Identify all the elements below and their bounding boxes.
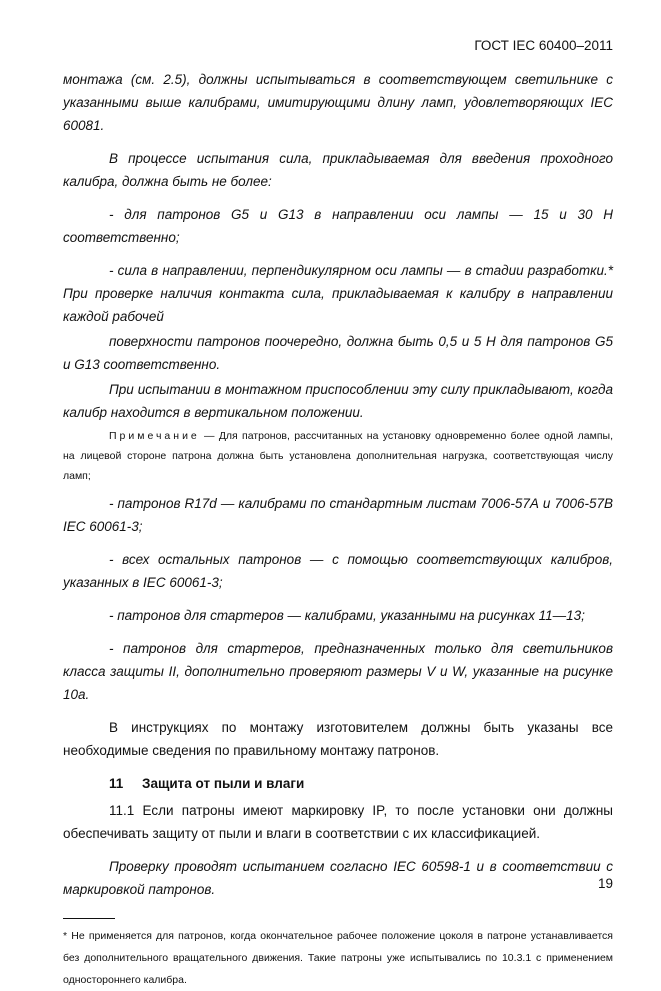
- note-text: — Для патронов, рассчитанных на установку одновременно более одной лампы, на лицевой стороне патрона должна быть установлена дополнительная нагрузка, соответствующая числу ламп;: [63, 430, 613, 482]
- footnote-divider: [63, 918, 115, 919]
- paragraph-10: - патронов для стартеров, предназначенных только для светильников класса защиты II, дополнительно проверяют размеры V и W, указанные на рисунке 10a.: [63, 641, 613, 702]
- page-number: 19: [597, 876, 613, 891]
- note-label: Примечание: [109, 430, 200, 442]
- paragraph-6: При испытании в монтажном приспособлении эту силу прикладывают, когда калибр находится в вертикальном положении.: [63, 382, 613, 420]
- paragraph-12: 11.1 Если патроны имеют маркировку IP, то после установки они должны обеспечивать защиту от пыли и влаги в соответствии с их классификацией.: [63, 803, 613, 841]
- paragraph-13: Проверку проводят испытанием согласно IEC 60598-1 и в соответствии с маркировкой патронов.: [63, 859, 613, 897]
- document-header: ГОСТ IEC 60400–2011: [474, 38, 613, 53]
- paragraph-5: поверхности патронов поочередно, должна быть 0,5 и 5 Н для патронов G5 и G13 соответственно.: [63, 334, 613, 372]
- paragraph-8: - всех остальных патронов — с помощью соответствующих калибров, указанных в IEC 60061-3;: [63, 552, 613, 590]
- footnote: * Не применяется для патронов, когда окончательное рабочее положение цоколя в патроне устанавливается без дополнительного вращательного движения. Такие патроны уже испытывались по 10.3.1 с применением одностороннего калибра.: [63, 930, 613, 986]
- paragraph-3: - для патронов G5 и G13 в направлении оси лампы — 15 и 30 Н соответственно;: [63, 207, 613, 245]
- paragraph-9: - патронов для стартеров — калибрами, указанными на рисунках 11—13;: [109, 608, 585, 623]
- paragraph-2: В процессе испытания сила, прикладываемая для введения проходного калибра, должна быть не более:: [63, 151, 613, 189]
- note-paragraph: [63, 426, 613, 486]
- paragraph-4: - сила в направлении, перпендикулярном оси лампы — в стадии разработки.* При проверке наличия контакта сила, прикладываемая к калибру в направлении каждой рабочей: [63, 263, 613, 324]
- document-body: [63, 68, 613, 991]
- paragraph-7: - патронов R17d — калибрами по стандартным листам 7006-57А и 7006-57В IEC 60061-3;: [63, 496, 613, 534]
- paragraph-1: монтажа (см. 2.5), должны испытываться в соответствующем светильнике с указанными выше калибрами, имитирующими длину ламп, удовлетворяющих IEC 60081.: [63, 72, 613, 133]
- paragraph-11: В инструкциях по монтажу изготовителем должны быть указаны все необходимые сведения по правильному монтажу патронов.: [63, 720, 613, 758]
- section-heading-11: 11 Защита от пыли и влаги: [109, 776, 305, 791]
